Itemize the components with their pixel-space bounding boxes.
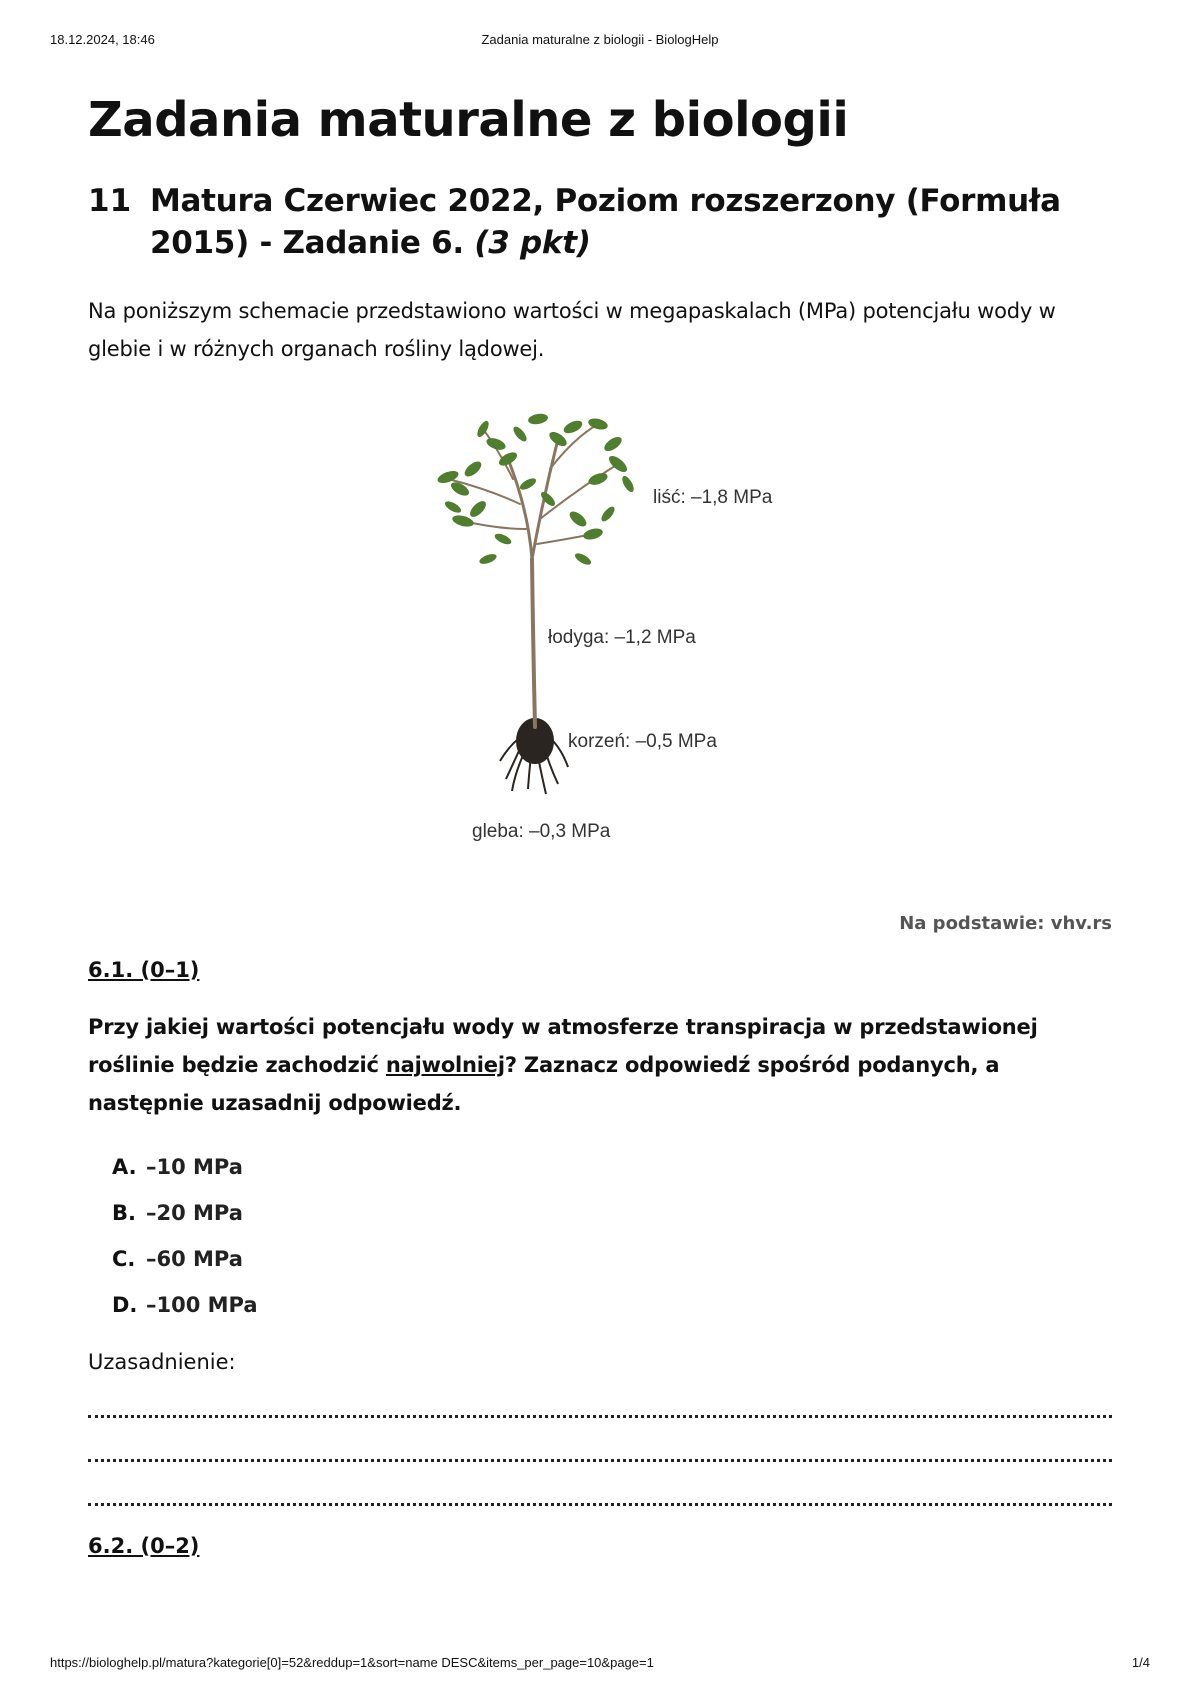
root-label: korzeń: –0,5 MPa [568, 731, 717, 752]
option-letter: B. [112, 1201, 136, 1225]
option-letter: D. [112, 1293, 138, 1317]
question-text-after: ? Zaznacz odpowiedź spośród podanych, a następnie uzasadnij odpowiedź. [88, 1053, 1000, 1115]
root-system [500, 719, 568, 794]
subtask-6-2-label: 6.2. (0–2) [88, 1534, 200, 1558]
main-content [88, 90, 1112, 1558]
justification-label: Uzasadnienie: [88, 1350, 236, 1374]
answer-options [88, 1144, 1112, 1328]
question-text-before: Przy jakiej wartości potencjału wody w atmosferze transpiracja w przedstawionej roślinie będzie zachodzić [88, 1015, 1038, 1077]
answer-line[interactable] [88, 1374, 1112, 1418]
option-letter: C. [112, 1247, 136, 1271]
subtask-6-1-label: 6.1. (0–1) [88, 958, 200, 982]
option-value: –60 MPa [146, 1247, 243, 1271]
answer-line[interactable] [88, 1462, 1112, 1506]
print-page-counter: 1/4 [1131, 1655, 1150, 1670]
task-points: (3 pkt) [474, 225, 591, 261]
page-title: Zadania maturalne z biologii [88, 92, 849, 148]
plant-figure [88, 389, 1112, 909]
option-c[interactable] [112, 1236, 1112, 1282]
print-header [50, 32, 1150, 50]
print-footer [50, 1655, 1150, 1673]
answer-line[interactable] [88, 1418, 1112, 1462]
figure-source: Na podstawie: vhv.rs [899, 913, 1112, 934]
task-number: 11 [88, 183, 132, 219]
task-title-text: Matura Czerwiec 2022, Poziom rozszerzony (Formuła 2015) - Zadanie 6. [150, 183, 1061, 261]
print-page-title: Zadania maturalne z biologii - BiologHelp [481, 32, 719, 47]
soil-label: gleba: –0,3 MPa [472, 821, 611, 842]
option-letter: A. [112, 1155, 137, 1179]
subtask-6-1-question [88, 1008, 1112, 1122]
task-intro: Na poniższym schemacie przedstawiono wartości w megapaskalach (MPa) potencjału wody w glebie i w różnych organach rośliny lądowej. [88, 299, 1056, 361]
option-b[interactable] [112, 1190, 1112, 1236]
print-url: https://biologhelp.pl/matura?kategorie[0]=52&reddup=1&sort=name DESC&items_per_page=10&page=1 [50, 1655, 654, 1670]
option-value: –100 MPa [146, 1293, 258, 1317]
question-emphasis: najwolniej [385, 1053, 505, 1077]
print-datetime: 18.12.2024, 18:46 [50, 32, 155, 47]
option-a[interactable] [112, 1144, 1112, 1190]
task-heading [88, 180, 1112, 264]
leaf-label: liść: –1,8 MPa [653, 487, 773, 508]
stem-label: łodyga: –1,2 MPa [548, 627, 696, 648]
task-title [150, 180, 1112, 264]
option-value: –20 MPa [146, 1201, 243, 1225]
option-d[interactable] [112, 1282, 1112, 1328]
option-value: –10 MPa [146, 1155, 243, 1179]
